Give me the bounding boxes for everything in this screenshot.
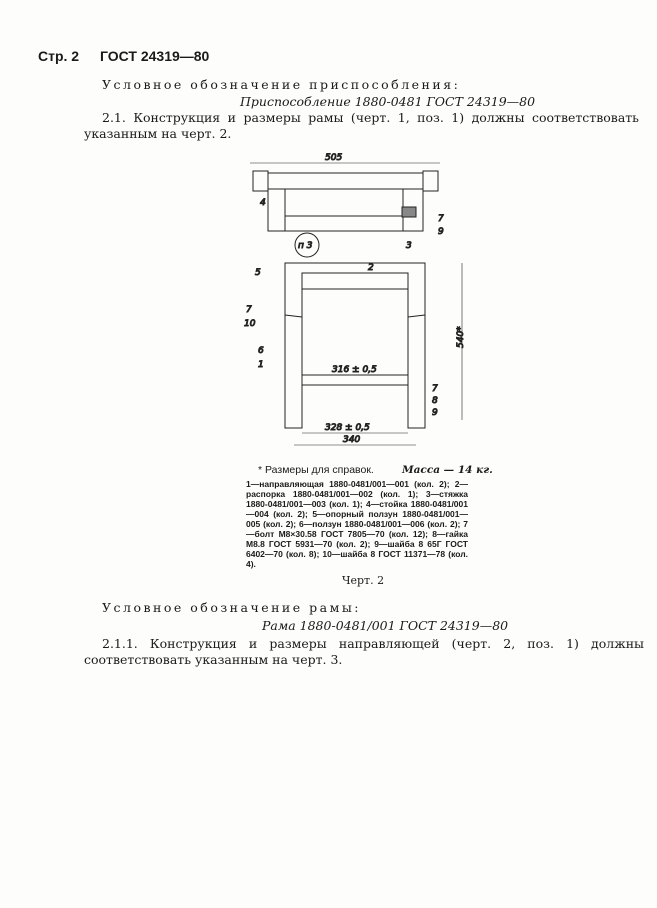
- callout-1: 1: [258, 360, 264, 370]
- callout-4: 4: [260, 198, 266, 208]
- dim-505: 505: [325, 153, 343, 163]
- callout-3: 3: [406, 241, 412, 251]
- standard-number: ГОСТ 24319—80: [100, 48, 210, 64]
- paragraph-2-1: 2.1. Конструкция и размеры рамы (черт. 1, поз. 1) должны соответствовать указанным на черт. 2.: [84, 110, 639, 141]
- dim-316: 316 ± 0,5: [332, 365, 377, 375]
- dim-540: 540*: [456, 326, 466, 348]
- lower-content: [0, 479, 657, 668]
- view-marker: п 3: [298, 241, 313, 251]
- frame-designation: Рама 1880-0481/001 ГОСТ 24319—80: [262, 618, 509, 633]
- frame-designation-label: Условное обозначение рамы:: [102, 600, 361, 615]
- mass: Масса — 14 кг.: [402, 464, 493, 476]
- dim-328: 328 ± 0,5: [325, 423, 370, 433]
- callout-2: 2: [368, 263, 374, 273]
- designation: Приспособление 1880-0481 ГОСТ 24319—80: [240, 94, 536, 109]
- footnote: * Размеры для справок.: [258, 464, 374, 476]
- figure-caption: Черт. 2: [342, 574, 385, 587]
- callout-10: 10: [244, 319, 256, 329]
- callout-7b: 7: [246, 305, 252, 315]
- frame-drawing: [240, 145, 490, 460]
- callout-7c: 7: [432, 384, 438, 394]
- paragraph-2-1-1: 2.1.1. Конструкция и размеры направляющей (черт. 2, поз. 1) должны соответствовать указанным на черт. 3.: [84, 636, 644, 667]
- callout-8: 8: [432, 396, 438, 406]
- callout-9a: 9: [438, 227, 444, 237]
- parts-legend: 1—направляющая 1880-0481/001—001 (кол. 2); 2—распорка 1880-0481/001—002 (кол. 1); 3—стяжка 1880-0481/001—003 (кол. 1); 4—стойка 1880-0481/001—004 (кол. 2); 5—опорный ползун 1880-0481/001—005 (кол. 2); 6—ползун 1880-0481/001—006 (кол. 2); 7—болт М8×30.58 ГОСТ 7805—70 (кол. 12); 8—гайка М8.8 ГОСТ 5931—70 (кол. 2); 9—шайба 8 65Г ГОСТ 6402—70 (кол. 8); 10—шайба 8 ГОСТ 11371—78 (кол. 4).: [246, 479, 468, 569]
- dim-340: 340: [343, 435, 361, 445]
- callout-7a: 7: [438, 214, 444, 224]
- callout-6: 6: [258, 346, 264, 356]
- designation-label: Условное обозначение приспособления:: [102, 77, 461, 92]
- callout-5: 5: [255, 268, 261, 278]
- callout-9b: 9: [432, 408, 438, 418]
- page-number: Стр. 2: [38, 48, 80, 64]
